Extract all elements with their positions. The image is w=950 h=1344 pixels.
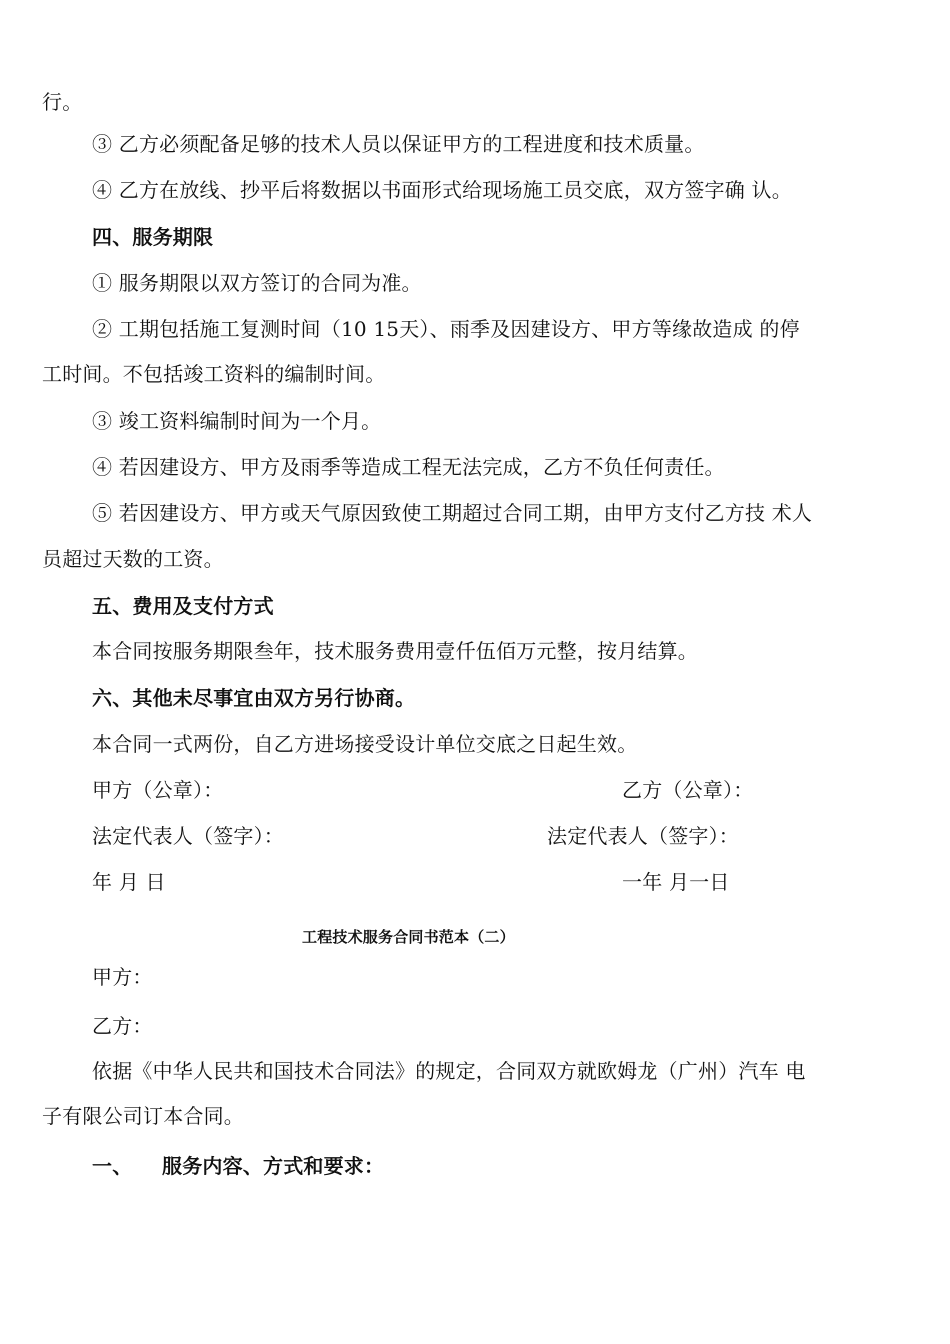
party-a-representative-label: 法定代表人（签字）： xyxy=(92,824,284,848)
party-a-date: 年 月 日 xyxy=(92,870,166,894)
clause-4-liability: ④ 若因建设方、甲方及雨季等造成工程无法完成，乙方不负任何责任。 xyxy=(92,455,725,479)
second-contract-section1-title: 服务内容、方式和要求： xyxy=(162,1154,385,1178)
second-contract-party-a: 甲方： xyxy=(92,965,153,989)
clause-3-staffing: ③ 乙方必须配备足够的技术人员以保证甲方的工程进度和技术质量。 xyxy=(92,132,705,156)
second-contract-section1-number: 一、 xyxy=(92,1154,133,1178)
second-contract-title: 工程技术服务合同书范本（二） xyxy=(302,928,515,946)
clause-1-service-period: ① 服务期限以双方签订的合同为准。 xyxy=(92,271,422,295)
party-a-seal-label: 甲方（公章）： xyxy=(92,778,224,802)
section-heading-service-period: 四、服务期限 xyxy=(92,225,214,249)
clause-2-duration-line1: ② 工期包括施工复测时间（10 15天）、雨季及因建设方、甲方等缘故造成 的停 xyxy=(92,317,800,341)
clause-5-overtime-line2: 员超过天数的工资。 xyxy=(42,547,224,571)
effective-clause: 本合同一式两份，自乙方进场接受设计单位交底之日起生效。 xyxy=(92,732,638,756)
party-b-seal-label: 乙方（公章）： xyxy=(622,778,754,802)
clause-4-data-handover: ④ 乙方在放线、抄平后将数据以书面形式给现场施工员交底，双方签字确 认。 xyxy=(92,178,792,202)
second-contract-intro-line1: 依据《中华人民共和国技术合同法》的规定，合同双方就欧姆龙（广州）汽车 电 xyxy=(92,1059,806,1083)
clause-2-duration-line2: 工时间。不包括竣工资料的编制时间。 xyxy=(42,362,386,386)
section-heading-other-matters: 六、其他未尽事宜由双方另行协商。 xyxy=(92,686,416,710)
second-contract-party-b: 乙方： xyxy=(92,1014,153,1038)
clause-3-completion-docs: ③ 竣工资料编制时间为一个月。 xyxy=(92,409,382,433)
party-b-date: 一年 月一日 xyxy=(622,870,730,894)
paragraph-line: 行。 xyxy=(42,90,83,114)
party-b-representative-label: 法定代表人（签字）： xyxy=(547,824,739,848)
section-heading-fees: 五、费用及支付方式 xyxy=(92,594,274,618)
second-contract-intro-line2: 子有限公司订本合同。 xyxy=(42,1104,244,1128)
fees-paragraph: 本合同按服务期限叁年，技术服务费用壹仟伍佰万元整，按月结算。 xyxy=(92,639,698,663)
clause-5-overtime-line1: ⑤ 若因建设方、甲方或天气原因致使工期超过合同工期，由甲方支付乙方技 术人 xyxy=(92,501,813,525)
